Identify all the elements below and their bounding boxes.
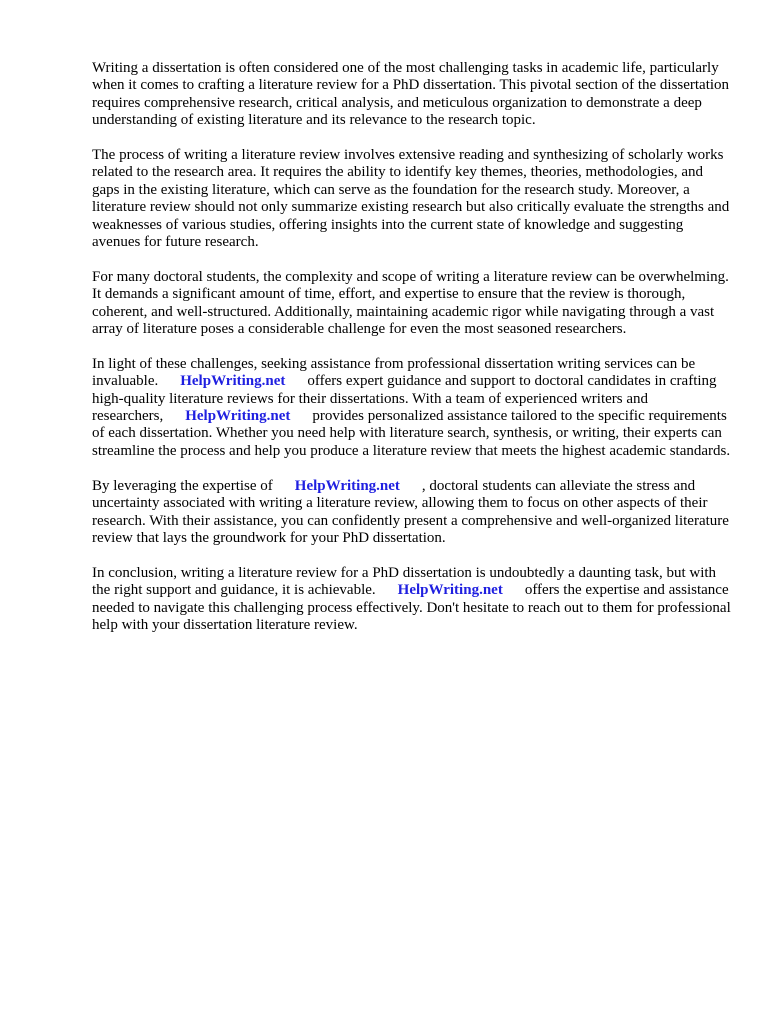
- helpwriting-link[interactable]: HelpWriting.net: [180, 373, 286, 390]
- helpwriting-link[interactable]: HelpWriting.net: [294, 477, 400, 494]
- paragraph-text: offers expert guidance and support to doctoral candidates in crafting high-quality literature reviews for their dissertations. With a team of experienced writers and researchers,: [92, 373, 717, 425]
- paragraph-text: In light of these challenges, seeking assistance from professional dissertation writing services can be invaluable.: [92, 355, 696, 390]
- paragraph-challenges: [92, 269, 732, 339]
- paragraph-conclusion: [92, 565, 732, 635]
- paragraph-process: [92, 147, 732, 251]
- helpwriting-link[interactable]: HelpWriting.net: [397, 582, 503, 599]
- paragraph-text: provides personalized assistance tailored to the specific requirements of each dissertation. Whether you need help with literature search, synthesis, or writing, their experts can streamline the process and help you produce a literature review that meets the highest academic standards.: [92, 408, 731, 459]
- paragraph-text: In conclusion, writing a literature review for a PhD dissertation is undoubtedly a daunting task, but with the right support and guidance, it is achievable.: [92, 564, 717, 599]
- paragraph-text: Writing a dissertation is often considered one of the most challenging tasks in academic life, particularly when it comes to crafting a literature review for a PhD dissertation. This pivotal section of the dissertation requires comprehensive research, critical analysis, and meticulous organization to demonstrate a deep understanding of existing literature and its relevance to the research topic.: [92, 60, 730, 129]
- document-body: [92, 60, 732, 652]
- paragraph-text: The process of writing a literature review involves extensive reading and synthesizing of scholarly works related to the research area. It requires the ability to identify key themes, theories, methodologies, and gaps in the existing literature, which can serve as the foundation for the research study. Moreover, a literature review should not only summarize existing research but also critically evaluate the strengths and weaknesses of various studies, offering insights into the current state of knowledge and suggesting avenues for future research.: [92, 147, 730, 251]
- paragraph-text: offers the expertise and assistance needed to navigate this challenging process effectively. Don't hesitate to reach out to them for professional help with your dissertation literature review.: [92, 582, 731, 633]
- helpwriting-link[interactable]: HelpWriting.net: [185, 408, 291, 425]
- paragraph-text: By leveraging the expertise of: [92, 477, 273, 494]
- paragraph-text: For many doctoral students, the complexity and scope of writing a literature review can be overwhelming. It demands a significant amount of time, effort, and expertise to ensure that the review is thorough, coherent, and well-structured. Additionally, maintaining academic rigor while navigating through a vast array of literature poses a considerable challenge for even the most seasoned researchers.: [92, 268, 729, 338]
- paragraph-assistance: [92, 356, 732, 460]
- paragraph-leveraging: [92, 478, 732, 548]
- paragraph-text: , doctoral students can alleviate the stress and uncertainty associated with writing a literature review, allowing them to focus on other aspects of their research. With their assistance, you can confidently present a comprehensive and well-organized literature review that lays the groundwork for your PhD dissertation.: [92, 477, 729, 546]
- paragraph-intro: [92, 60, 732, 130]
